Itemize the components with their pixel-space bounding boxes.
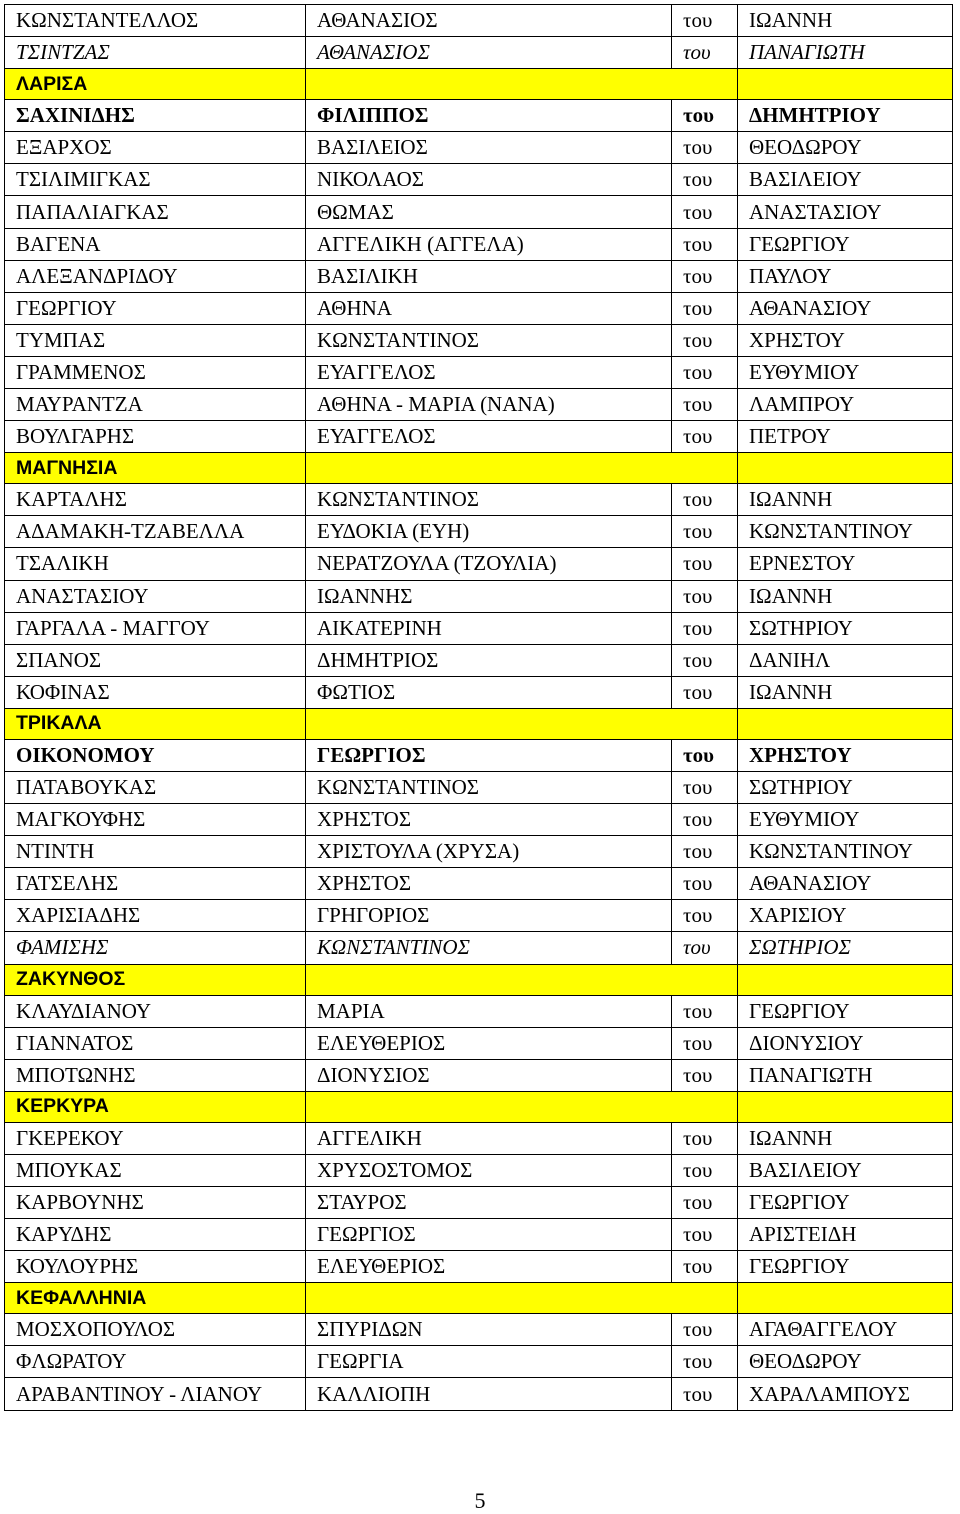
father-name-cell: ΚΩΝΣΤΑΝΤΙΝΟΥ: [738, 516, 953, 548]
father-name-cell: ΑΘΑΝΑΣΙΟΥ: [738, 868, 953, 900]
surname-cell: ΓΚΕΡΕΚΟΥ: [5, 1122, 306, 1154]
region-name: ΚΕΦΑΛΛΗΝΙΑ: [5, 1283, 306, 1314]
father-name-cell: ΧΑΡΑΛΑΜΠΟΥΣ: [738, 1378, 953, 1410]
first-name-cell: ΑΙΚΑΤΕΡΙΝΗ: [306, 612, 672, 644]
first-name-cell: ΓΕΩΡΓΙΟΣ: [306, 739, 672, 771]
region-header-row: [5, 708, 953, 739]
first-name-cell: ΒΑΣΙΛΙΚΗ: [306, 260, 672, 292]
connector-cell: του: [672, 995, 738, 1027]
region-header-row: [5, 453, 953, 484]
person-row: [5, 932, 953, 964]
connector-cell: του: [672, 1059, 738, 1091]
region-blank-cell: [306, 1283, 738, 1314]
surname-cell: ΝΤΙΝΤΗ: [5, 836, 306, 868]
person-row: [5, 548, 953, 580]
connector-cell: του: [672, 324, 738, 356]
region-blank-cell: [738, 1091, 953, 1122]
surname-cell: ΦΑΜΙΣΗΣ: [5, 932, 306, 964]
father-name-cell: ΙΩΑΝΝΗ: [738, 484, 953, 516]
connector-cell: του: [672, 868, 738, 900]
first-name-cell: ΑΘΑΝΑΣΙΟΣ: [306, 37, 672, 69]
connector-cell: του: [672, 484, 738, 516]
father-name-cell: ΕΥΘΥΜΙΟΥ: [738, 804, 953, 836]
father-name-cell: ΠΑΝΑΓΙΩΤΗ: [738, 1059, 953, 1091]
region-blank-cell: [738, 708, 953, 739]
surname-cell: ΧΑΡΙΣΙΑΔΗΣ: [5, 900, 306, 932]
first-name-cell: ΔΗΜΗΤΡΙΟΣ: [306, 644, 672, 676]
connector-cell: του: [672, 1219, 738, 1251]
first-name-cell: ΦΙΛΙΠΠΟΣ: [306, 100, 672, 132]
surname-cell: ΑΛΕΞΑΝΔΡΙΔΟΥ: [5, 260, 306, 292]
person-row: [5, 1346, 953, 1378]
surname-cell: ΓΡΑΜΜΕΝΟΣ: [5, 356, 306, 388]
connector-cell: του: [672, 644, 738, 676]
surname-cell: ΜΠΟΤΩΝΗΣ: [5, 1059, 306, 1091]
first-name-cell: ΓΕΩΡΓΙΟΣ: [306, 1219, 672, 1251]
first-name-cell: ΑΓΓΕΛΙΚΗ: [306, 1122, 672, 1154]
person-row: [5, 1187, 953, 1219]
person-row: [5, 228, 953, 260]
connector-cell: του: [672, 1314, 738, 1346]
first-name-cell: ΑΘΗΝΑ: [306, 292, 672, 324]
connector-cell: του: [672, 1122, 738, 1154]
surname-cell: ΚΑΡΒΟΥΝΗΣ: [5, 1187, 306, 1219]
first-name-cell: ΚΑΛΛΙΟΠΗ: [306, 1378, 672, 1410]
person-row: [5, 37, 953, 69]
father-name-cell: ΧΑΡΙΣΙΟΥ: [738, 900, 953, 932]
connector-cell: του: [672, 836, 738, 868]
father-name-cell: ΑΘΑΝΑΣΙΟΥ: [738, 292, 953, 324]
connector-cell: του: [672, 739, 738, 771]
person-row: [5, 1251, 953, 1283]
page-number: 5: [474, 1488, 486, 1513]
person-row: [5, 1059, 953, 1091]
father-name-cell: ΓΕΩΡΓΙΟΥ: [738, 228, 953, 260]
surname-cell: ΓΑΤΣΕΛΗΣ: [5, 868, 306, 900]
first-name-cell: ΕΛΕΥΘΕΡΙΟΣ: [306, 1027, 672, 1059]
surname-cell: ΚΛΑΥΔΙΑΝΟΥ: [5, 995, 306, 1027]
connector-cell: του: [672, 5, 738, 37]
first-name-cell: ΝΕΡΑΤΖΟΥΛΑ (ΤΖΟΥΛΙΑ): [306, 548, 672, 580]
first-name-cell: ΣΤΑΥΡΟΣ: [306, 1187, 672, 1219]
father-name-cell: ΣΩΤΗΡΙΟΥ: [738, 771, 953, 803]
person-row: [5, 196, 953, 228]
father-name-cell: ΠΕΤΡΟΥ: [738, 421, 953, 453]
father-name-cell: ΑΡΙΣΤΕΙΔΗ: [738, 1219, 953, 1251]
father-name-cell: ΠΑΥΛΟΥ: [738, 260, 953, 292]
father-name-cell: ΔΗΜΗΤΡΙΟΥ: [738, 100, 953, 132]
region-blank-cell: [306, 1091, 738, 1122]
father-name-cell: ΕΡΝΕΣΤΟΥ: [738, 548, 953, 580]
surname-cell: ΤΣΑΛΙΚΗ: [5, 548, 306, 580]
person-row: [5, 900, 953, 932]
father-name-cell: ΙΩΑΝΝΗ: [738, 1122, 953, 1154]
first-name-cell: ΕΥΑΓΓΕΛΟΣ: [306, 356, 672, 388]
person-row: [5, 132, 953, 164]
person-row: [5, 836, 953, 868]
surname-cell: ΚΑΡΥΔΗΣ: [5, 1219, 306, 1251]
father-name-cell: ΘΕΟΔΩΡΟΥ: [738, 1346, 953, 1378]
connector-cell: του: [672, 580, 738, 612]
person-row: [5, 484, 953, 516]
connector-cell: του: [672, 164, 738, 196]
region-blank-cell: [306, 708, 738, 739]
father-name-cell: ΣΩΤΗΡΙΟΥ: [738, 612, 953, 644]
person-row: [5, 1378, 953, 1410]
father-name-cell: ΑΝΑΣΤΑΣΙΟΥ: [738, 196, 953, 228]
person-row: [5, 995, 953, 1027]
father-name-cell: ΓΕΩΡΓΙΟΥ: [738, 1251, 953, 1283]
connector-cell: του: [672, 548, 738, 580]
person-row: [5, 676, 953, 708]
connector-cell: του: [672, 516, 738, 548]
person-row: [5, 1027, 953, 1059]
father-name-cell: ΣΩΤΗΡΙΟΣ: [738, 932, 953, 964]
first-name-cell: ΙΩΑΝΝΗΣ: [306, 580, 672, 612]
connector-cell: του: [672, 1027, 738, 1059]
first-name-cell: ΑΘΑΝΑΣΙΟΣ: [306, 5, 672, 37]
surname-cell: ΤΣΙΝΤΖΑΣ: [5, 37, 306, 69]
person-row: [5, 389, 953, 421]
surname-cell: ΓΑΡΓΑΛΑ - ΜΑΓΓΟΥ: [5, 612, 306, 644]
surname-cell: ΣΑΧΙΝΙΔΗΣ: [5, 100, 306, 132]
connector-cell: του: [672, 932, 738, 964]
first-name-cell: ΘΩΜΑΣ: [306, 196, 672, 228]
connector-cell: του: [672, 900, 738, 932]
names-table-body: [5, 5, 953, 1411]
person-row: [5, 644, 953, 676]
person-row: [5, 1122, 953, 1154]
person-row: [5, 164, 953, 196]
father-name-cell: ΒΑΣΙΛΕΙΟΥ: [738, 164, 953, 196]
person-row: [5, 516, 953, 548]
region-blank-cell: [738, 453, 953, 484]
father-name-cell: ΧΡΗΣΤΟΥ: [738, 739, 953, 771]
surname-cell: ΚΟΦΙΝΑΣ: [5, 676, 306, 708]
first-name-cell: ΚΩΝΣΤΑΝΤΙΝΟΣ: [306, 324, 672, 356]
first-name-cell: ΧΡΗΣΤΟΣ: [306, 868, 672, 900]
first-name-cell: ΦΩΤΙΟΣ: [306, 676, 672, 708]
region-name: ΛΑΡΙΣΑ: [5, 69, 306, 100]
first-name-cell: ΕΥΔΟΚΙΑ (ΕΥΗ): [306, 516, 672, 548]
father-name-cell: ΙΩΑΝΝΗ: [738, 5, 953, 37]
connector-cell: του: [672, 804, 738, 836]
first-name-cell: ΝΙΚΟΛΑΟΣ: [306, 164, 672, 196]
surname-cell: ΑΡΑΒΑΝΤΙΝΟΥ - ΛΙΑΝΟΥ: [5, 1378, 306, 1410]
connector-cell: του: [672, 260, 738, 292]
father-name-cell: ΓΕΩΡΓΙΟΥ: [738, 995, 953, 1027]
region-name: ΜΑΓΝΗΣΙΑ: [5, 453, 306, 484]
person-row: [5, 868, 953, 900]
connector-cell: του: [672, 100, 738, 132]
region-header-row: [5, 1091, 953, 1122]
person-row: [5, 356, 953, 388]
first-name-cell: ΕΥΑΓΓΕΛΟΣ: [306, 421, 672, 453]
surname-cell: ΓΙΑΝΝΑΤΟΣ: [5, 1027, 306, 1059]
connector-cell: του: [672, 1378, 738, 1410]
connector-cell: του: [672, 389, 738, 421]
surname-cell: ΒΟΥΛΓΑΡΗΣ: [5, 421, 306, 453]
connector-cell: του: [672, 132, 738, 164]
first-name-cell: ΜΑΡΙΑ: [306, 995, 672, 1027]
person-row: [5, 771, 953, 803]
person-row: [5, 1314, 953, 1346]
surname-cell: ΑΝΑΣΤΑΣΙΟΥ: [5, 580, 306, 612]
father-name-cell: ΔΑΝΙΗΛ: [738, 644, 953, 676]
father-name-cell: ΘΕΟΔΩΡΟΥ: [738, 132, 953, 164]
region-blank-cell: [738, 1283, 953, 1314]
person-row: [5, 292, 953, 324]
region-name: ΚΕΡΚΥΡΑ: [5, 1091, 306, 1122]
first-name-cell: ΒΑΣΙΛΕΙΟΣ: [306, 132, 672, 164]
connector-cell: του: [672, 1154, 738, 1186]
person-row: [5, 804, 953, 836]
first-name-cell: ΔΙΟΝΥΣΙΟΣ: [306, 1059, 672, 1091]
region-header-row: [5, 964, 953, 995]
first-name-cell: ΑΓΓΕΛΙΚΗ (ΑΓΓΕΛΑ): [306, 228, 672, 260]
first-name-cell: ΧΡΙΣΤΟΥΛΑ (ΧΡΥΣΑ): [306, 836, 672, 868]
connector-cell: του: [672, 37, 738, 69]
region-blank-cell: [738, 964, 953, 995]
first-name-cell: ΚΩΝΣΤΑΝΤΙΝΟΣ: [306, 771, 672, 803]
first-name-cell: ΧΡΥΣΟΣΤΟΜΟΣ: [306, 1154, 672, 1186]
first-name-cell: ΓΕΩΡΓΙΑ: [306, 1346, 672, 1378]
surname-cell: ΣΠΑΝΟΣ: [5, 644, 306, 676]
father-name-cell: ΒΑΣΙΛΕΙΟΥ: [738, 1154, 953, 1186]
surname-cell: ΜΟΣΧΟΠΟΥΛΟΣ: [5, 1314, 306, 1346]
surname-cell: ΑΔΑΜΑΚΗ-ΤΖΑΒΕΛΛΑ: [5, 516, 306, 548]
connector-cell: του: [672, 196, 738, 228]
father-name-cell: ΠΑΝΑΓΙΩΤΗ: [738, 37, 953, 69]
person-row: [5, 260, 953, 292]
connector-cell: του: [672, 421, 738, 453]
first-name-cell: ΕΛΕΥΘΕΡΙΟΣ: [306, 1251, 672, 1283]
connector-cell: του: [672, 612, 738, 644]
names-table: [4, 4, 953, 1411]
father-name-cell: ΔΙΟΝΥΣΙΟΥ: [738, 1027, 953, 1059]
connector-cell: του: [672, 356, 738, 388]
connector-cell: του: [672, 1187, 738, 1219]
surname-cell: ΚΟΥΛΟΥΡΗΣ: [5, 1251, 306, 1283]
region-name: ΖΑΚΥΝΘΟΣ: [5, 964, 306, 995]
region-header-row: [5, 69, 953, 100]
region-blank-cell: [738, 69, 953, 100]
father-name-cell: ΚΩΝΣΤΑΝΤΙΝΟΥ: [738, 836, 953, 868]
surname-cell: ΕΞΑΡΧΟΣ: [5, 132, 306, 164]
father-name-cell: ΙΩΑΝΝΗ: [738, 580, 953, 612]
person-row: [5, 100, 953, 132]
surname-cell: ΚΑΡΤΑΛΗΣ: [5, 484, 306, 516]
surname-cell: ΜΑΥΡΑΝΤΖΑ: [5, 389, 306, 421]
surname-cell: ΠΑΠΑΛΙΑΓΚΑΣ: [5, 196, 306, 228]
first-name-cell: ΑΘΗΝΑ - ΜΑΡΙΑ (ΝΑΝΑ): [306, 389, 672, 421]
region-header-row: [5, 1283, 953, 1314]
father-name-cell: ΓΕΩΡΓΙΟΥ: [738, 1187, 953, 1219]
first-name-cell: ΧΡΗΣΤΟΣ: [306, 804, 672, 836]
connector-cell: του: [672, 676, 738, 708]
surname-cell: ΦΛΩΡΑΤΟΥ: [5, 1346, 306, 1378]
father-name-cell: ΛΑΜΠΡΟΥ: [738, 389, 953, 421]
person-row: [5, 1154, 953, 1186]
region-blank-cell: [306, 69, 738, 100]
person-row: [5, 739, 953, 771]
surname-cell: ΜΠΟΥΚΑΣ: [5, 1154, 306, 1186]
connector-cell: του: [672, 1251, 738, 1283]
surname-cell: ΠΑΤΑΒΟΥΚΑΣ: [5, 771, 306, 803]
surname-cell: ΓΕΩΡΓΙΟΥ: [5, 292, 306, 324]
surname-cell: ΤΥΜΠΑΣ: [5, 324, 306, 356]
person-row: [5, 612, 953, 644]
first-name-cell: ΓΡΗΓΟΡΙΟΣ: [306, 900, 672, 932]
surname-cell: ΚΩΝΣΤΑΝΤΕΛΛΟΣ: [5, 5, 306, 37]
first-name-cell: ΣΠΥΡΙΔΩΝ: [306, 1314, 672, 1346]
person-row: [5, 1219, 953, 1251]
first-name-cell: ΚΩΝΣΤΑΝΤΙΝΟΣ: [306, 932, 672, 964]
person-row: [5, 324, 953, 356]
surname-cell: ΟΙΚΟΝΟΜΟΥ: [5, 739, 306, 771]
person-row: [5, 5, 953, 37]
region-blank-cell: [306, 964, 738, 995]
first-name-cell: ΚΩΝΣΤΑΝΤΙΝΟΣ: [306, 484, 672, 516]
person-row: [5, 421, 953, 453]
region-name: ΤΡΙΚΑΛΑ: [5, 708, 306, 739]
connector-cell: του: [672, 228, 738, 260]
connector-cell: του: [672, 292, 738, 324]
surname-cell: ΜΑΓΚΟΥΦΗΣ: [5, 804, 306, 836]
connector-cell: του: [672, 771, 738, 803]
region-blank-cell: [306, 453, 738, 484]
person-row: [5, 580, 953, 612]
connector-cell: του: [672, 1346, 738, 1378]
father-name-cell: ΑΓΑΘΑΓΓΕΛΟΥ: [738, 1314, 953, 1346]
father-name-cell: ΧΡΗΣΤΟΥ: [738, 324, 953, 356]
surname-cell: ΤΣΙΛΙΜΙΓΚΑΣ: [5, 164, 306, 196]
father-name-cell: ΕΥΘΥΜΙΟΥ: [738, 356, 953, 388]
father-name-cell: ΙΩΑΝΝΗ: [738, 676, 953, 708]
surname-cell: ΒΑΓΕΝΑ: [5, 228, 306, 260]
